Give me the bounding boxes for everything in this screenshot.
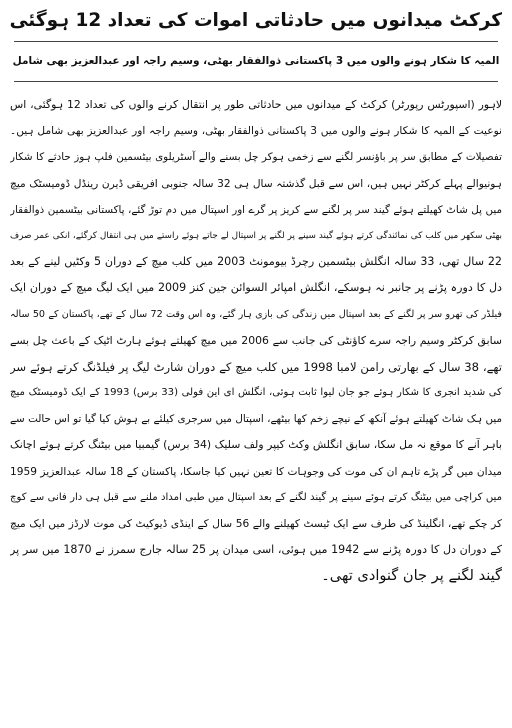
body-line: نوعیت کے المیہ کا شکار ہونے والوں میں 3 پاکستانی ذوالفقار بھٹی، وسیم راجہ اور عبدالعزیز بھی شامل ہیں۔ bbox=[10, 125, 502, 138]
body-line: 22 سال تھی، 33 سالہ انگلش بیٹسمین رچرڈ بیومونٹ 2003 میں کلب میچ کے دوران 5 وکٹیں لینے کے بعد bbox=[10, 255, 502, 269]
body-line: تھے، 38 سال کے بھارتی رامن لامبا 1998 میں کلب میچ کے دوران شارٹ لیگ پر فیلڈنگ کرتے ہوئے سر bbox=[10, 359, 502, 374]
body-line: فیلڈر کی تھرو سر پر لگنے کے بعد اسپتال میں زندگی کی بازی ہار گئے، وہ اس وقت 72 سال کے تھے، پاکستان کے 50 سالہ bbox=[10, 308, 502, 320]
headline: کرکٹ میدانوں میں حادثاتی اموات کی تعداد 12 ہوگئی bbox=[10, 10, 502, 31]
body-line: کے دوران دل کا دورہ پڑنے سے 1942 میں ہوئی، اسی میدان پر 25 سالہ جارج سمرز نے 1870 میں سر پر bbox=[10, 543, 502, 557]
body-line: میدان میں گر پڑے تاہم ان کی موت کی وجوہات کا تعین نہیں کیا جاسکا، پاکستان کے 18 سالہ عبدالعزیز 1959 bbox=[10, 465, 502, 478]
body-line: کر چکے تھے، انگلینڈ کی طرف سے ایک ٹیسٹ کھیلنے والے 56 سال کے اینڈی ڈیوکیٹ کی موت لارڈز میں ایک میچ bbox=[10, 518, 502, 530]
body-line-last: گیند لگنے پر جان گنوادی تھی۔ bbox=[321, 567, 502, 585]
subheadline-divider bbox=[14, 81, 498, 82]
headline-divider bbox=[14, 41, 498, 42]
news-clipping bbox=[10, 0, 502, 728]
body-line: ہونیوالے پہلے کرکٹر نہیں ہیں، اس سے قبل گذشتہ سال ہی 32 سالہ جنوبی افریقی ڈیرن رینڈل ڈومیسٹک میچ bbox=[10, 177, 502, 190]
body-line: دل کا دورہ پڑنے پر جانبر نہ ہوسکے، انگلش امپائر السوائن جین کنز 2009 میں ایک لیگ میچ کے دوران ایک bbox=[10, 281, 502, 295]
body-line: تفصیلات کے مطابق سر پر باؤنسر لگنے سے زخمی ہوکر چل بسنے والے آسٹریلوی بیٹسمین فلپ ہوز حادثے کا شکار bbox=[10, 151, 502, 164]
body-line: کی شدید انجری کا شکار ہوئے جو جان لیوا ثابت ہوئی، انگلش ای این فولی (33 برس) 1993 کے ایک ڈومیسٹک میچ bbox=[10, 387, 502, 399]
body-line: سابق کرکٹر وسیم راجہ سرے کاؤنٹی کی جانب سے 2006 میں میچ کھیلتے ہوئے ہارٹ اٹیک کے باعث چل بسے bbox=[10, 333, 502, 347]
article-body bbox=[10, 92, 502, 590]
body-line: میں پل شاٹ کھیلتے ہوئے گیند سر پر لگنے سے کریز پر گرے اور اسپتال میں دم توڑ گئے، پاکستانی بیٹسمین ذوالفقار bbox=[10, 203, 502, 216]
body-line: میں کراچی میں بیٹنگ کرتے ہوئے سینے پر گیند لگنے کے بعد اسپتال میں طبی امداد ملنے سے قبل ہی دار فانی سے کوچ bbox=[10, 491, 502, 503]
body-line: لاہور (اسپورٹس رپورٹر) کرکٹ کے میدانوں میں حادثاتی طور پر انتقال کرنے والوں کی تعداد 12 ہوگئی، اس bbox=[10, 98, 502, 111]
body-line: بھٹی سکھر میں کلب کی نمائندگی کرتے ہوئے گیند سینے پر لگنے پر اسپتال لے جاتے ہوئے راستے میں ہی انتقال کرگئے، انکی عمر صرف bbox=[10, 230, 502, 241]
body-line: میں ہک شاٹ کھیلتے ہوئے آنکھ کے نیچے زخم کھا بیٹھے، اسپتال میں سرجری کیلئے بے ہوش کیا گیا تو اس حالت سے bbox=[10, 413, 502, 426]
body-line: باہر آنے کا موقع نہ مل سکا، سابق انگلش وکٹ کیپر ولف سلیک (34 برس) گیمبیا میں بیٹنگ کرتے ہوئے اچانک bbox=[10, 438, 502, 452]
subheadline: المیہ کا شکار ہونے والوں میں 3 پاکستانی ذوالفقار بھٹی، وسیم راجہ اور عبدالعزیز بھی شامل bbox=[12, 55, 500, 67]
